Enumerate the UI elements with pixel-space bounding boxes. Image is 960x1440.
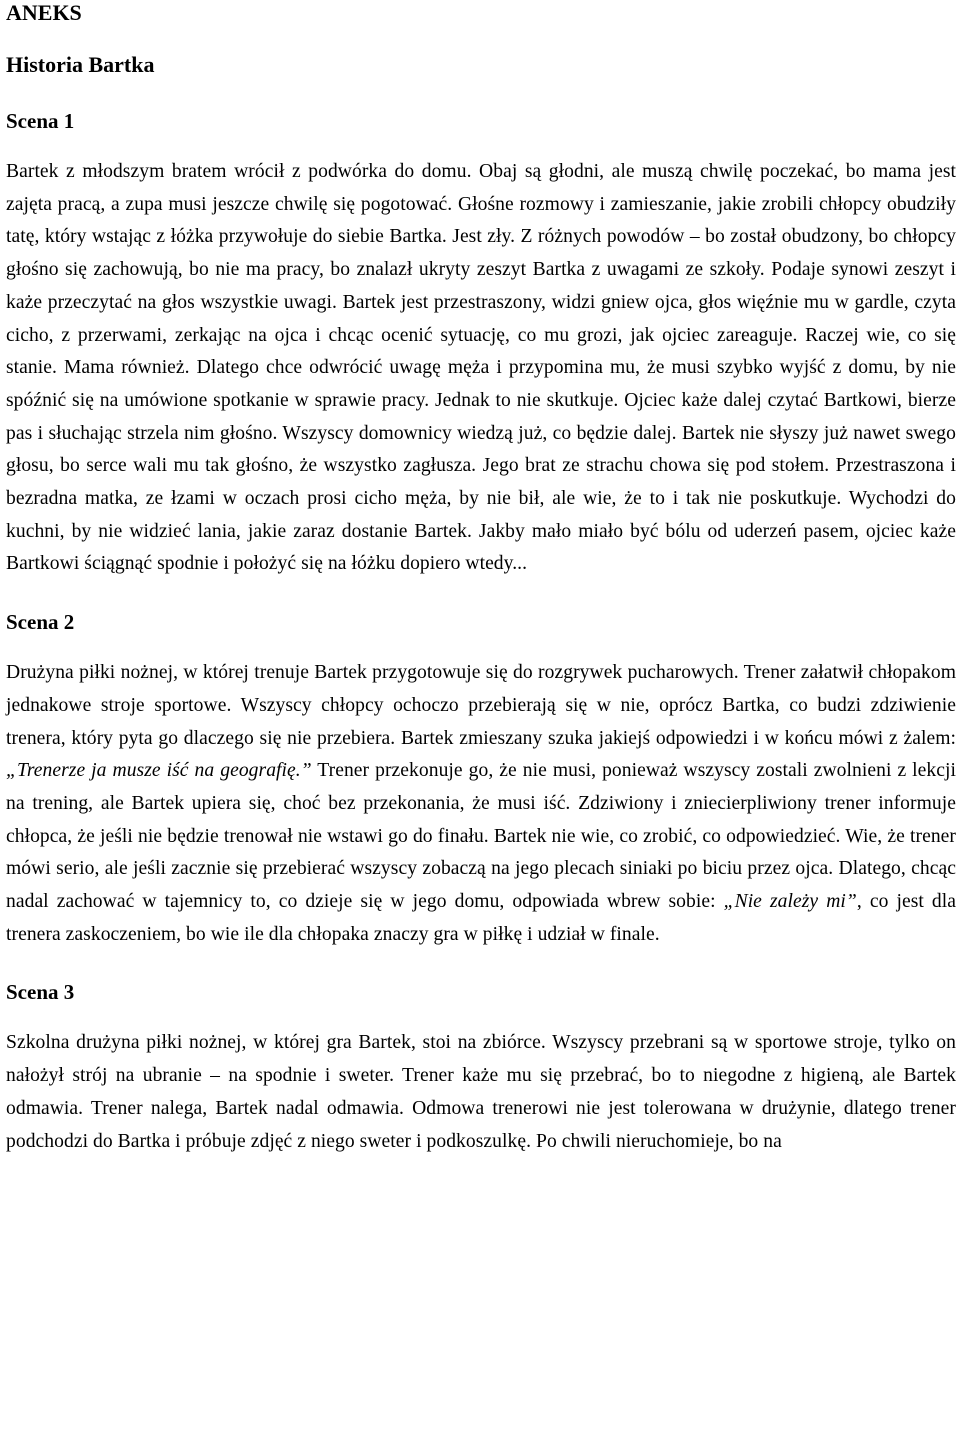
annex-heading: ANEKS <box>6 0 82 25</box>
scene-2-paragraph <box>6 657 956 951</box>
scene-2-text-part-2: Trener przekonuje go, że nie musi, ponieważ wszyscy zostali zwolnieni z lekcji na trening, ale Bartek upiera się, choć bez przekonania, że musi iść. Zdziwiony i zniecierpliwiony trener informuje chłopca, że jeśli nie będzie trenował nie wstawi go do finału. Bartek nie wie, co zrobić, co odpowiedzieć. Wie, że trener mówi serio, ale jeśli zacznie się przebierać wszyscy zobaczą na jego plecach siniaki po biciu przez ojca. Dlatego, chcąc nadal zachować w tajemnicy to, co dzieje się w jego domu, odpowiada wbrew sobie: <box>6 760 956 913</box>
scene-2-text-part-1: Drużyna piłki nożnej, w której trenuje Bartek przygotowuje się do rozgrywek pucharowych. Trener załatwił chłopakom jednakowe stroje sportowe. Wszyscy chłopcy ochoczo przebierają się w nie, oprócz Bartka, co budzi zdziwienie trenera, który pyta go dlaczego się nie przebiera. Bartek zmieszany szuka jakiejś odpowiedzi i w końcu mówi z żalem: <box>6 662 956 749</box>
scene-2-quote-2: „Nie zależy mi” <box>723 891 857 913</box>
scene-2-text-part-3: , co jest dla trenera zaskoczeniem, bo wie ile dla chłopaka znaczy gra w piłkę i udział w finale. <box>6 891 956 945</box>
story-title: Historia Bartka <box>6 52 155 77</box>
scene-1-paragraph: Bartek z młodszym bratem wrócił z podwórka do domu. Obaj są głodni, ale muszą chwilę poczekać, bo mama jest zajęta pracą, a zupa musi jeszcze chwilę się pogotować. Głośne rozmowy i zamieszanie, jakie zrobili chłopcy obudziły tatę, który wstając z łóżka przywołuje do siebie Bartka. Jest zły. Z różnych powodów – bo został obudzony, bo chłopcy głośno się zachowują, bo nie ma pracy, bo znalazł ukryty zeszyt Bartka z uwagami ze szkoły. Podaje synowi zeszyt i każe przeczytać na głos wszystkie uwagi. Bartek jest przestraszony, widzi gniew ojca, głos więźnie mu w gardle, czyta cicho, z przerwami, zerkając na ojca i chcąc ocenić sytuację, co mu grozi, jak ojciec zareaguje. Raczej wie, co się stanie. Mama również. Dlatego chce odwrócić uwagę męża i przypomina mu, że musi szybko wyjść z domu, by nie spóźnić się na umówione spotkanie w sprawie pracy. Jednak to nie skutkuje. Ojciec każe dalej czytać Bartkowi, bierze pas i słuchając strzela nim głośno. Wszyscy domownicy wiedzą już, co będzie dalej. Bartek nie słyszy już nawet swego głosu, bo serce wali mu tak głośno, że wszystko zagłusza. Jego brat ze strachu chowa się pod stołem. Przestraszona i bezradna matka, ze łzami w oczach prosi cicho męża, by nie bił, ale wie, że to i tak nie poskutkuje. Wychodzi do kuchni, by nie widzieć lania, jakie zaraz dostanie Bartek. Jakby mało miało być bólu od uderzeń pasem, ojciec każe Bartkowi ściągnąć spodnie i położyć się na łóżku dopiero wtedy... <box>6 161 956 575</box>
scene-3-heading: Scena 3 <box>6 980 75 1005</box>
scene-2-heading: Scena 2 <box>6 610 75 635</box>
scene-1-heading: Scena 1 <box>6 109 75 133</box>
scene-2-quote-1: „Trenerze ja musze iść na geografię.” <box>6 760 312 782</box>
scene-3-paragraph: Szkolna drużyna piłki nożnej, w której gra Bartek, stoi na zbiórce. Wszyscy przebrani są w sportowe stroje, tylko on nałożył strój na ubranie – na spodnie i sweter. Trener każe mu się przebrać, bo to niegodne z higieną, ale Bartek odmawia. Trener nalega, Bartek nadal odmawia. Odmowa trenerowi nie jest tolerowana w drużynie, dlatego trener podchodzi do Bartka i próbuje zdjęć z niego sweter i podkoszulkę. Po chwili nieruchomieje, bo na <box>6 1032 956 1152</box>
